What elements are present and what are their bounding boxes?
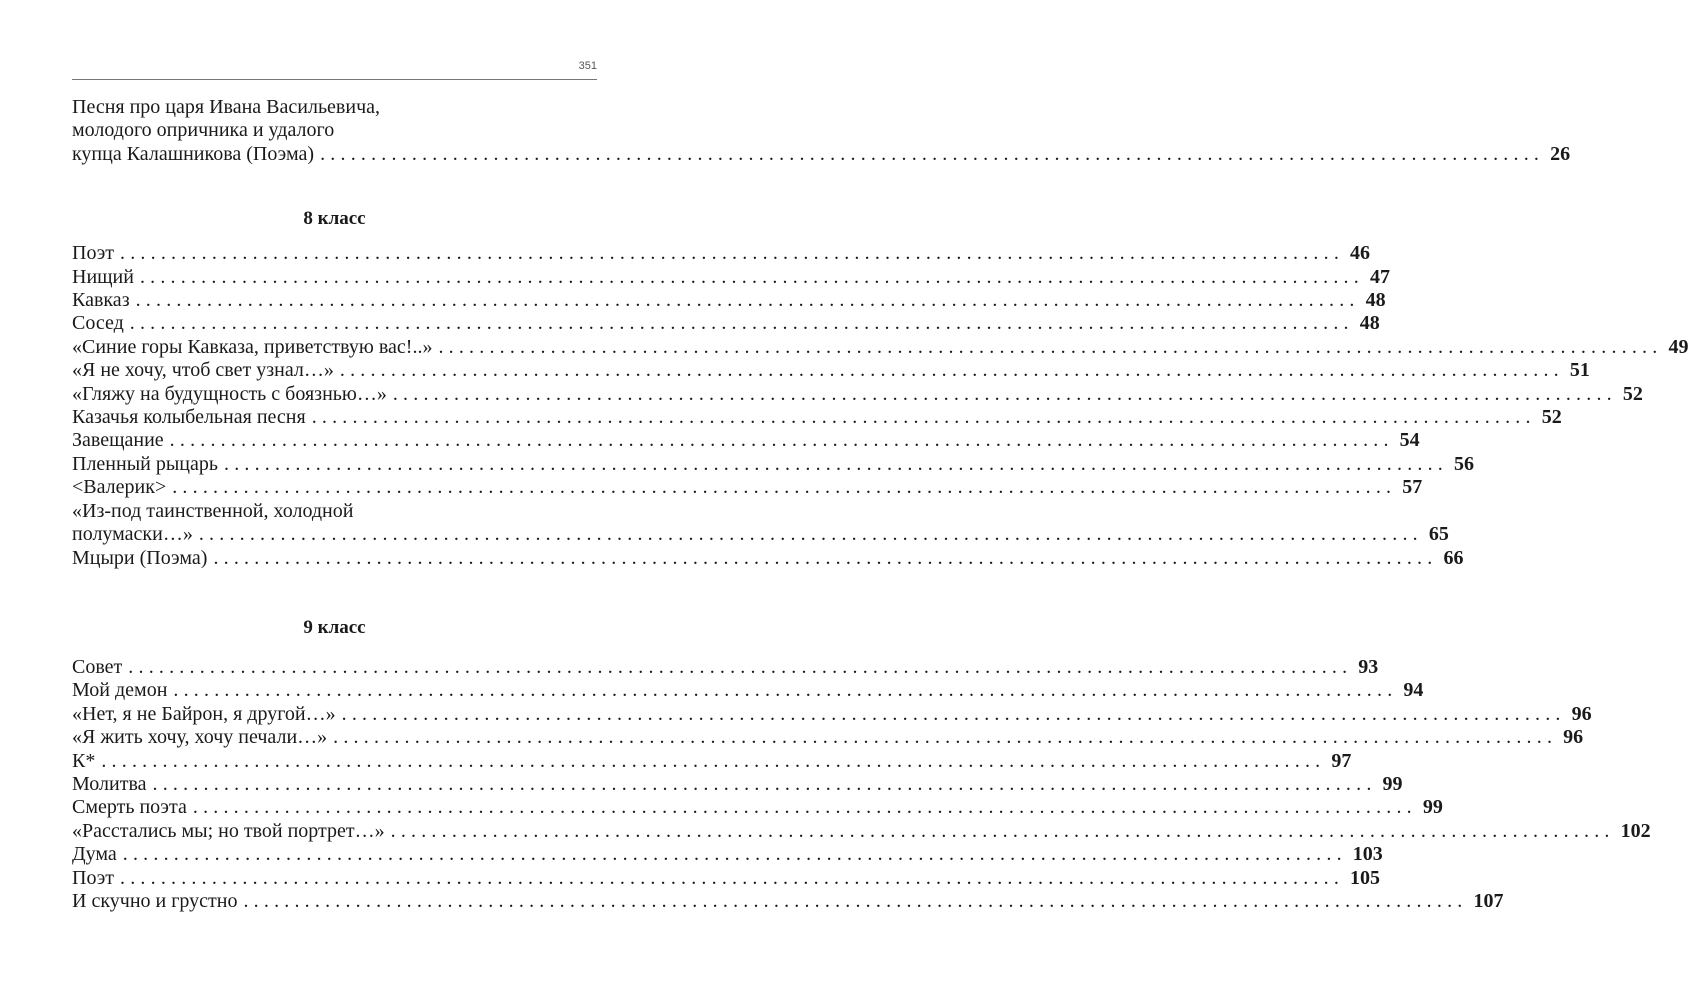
toc-entry-page: 96 xyxy=(1563,726,1584,749)
dot-leader: ........................................................................................................................ xyxy=(213,546,1438,569)
page-number: 351 xyxy=(578,60,597,72)
dot-leader: ........................................................................................................................ xyxy=(152,772,1377,795)
toc-entry xyxy=(72,655,1379,679)
dot-leader: ........................................................................................................................ xyxy=(438,335,1663,358)
toc-entry-title: <Валерик> xyxy=(72,476,167,499)
toc-entry xyxy=(72,796,1443,819)
section-heading-9: 9 класс xyxy=(303,616,366,638)
toc-entry-title-line: молодого опричника и удалого xyxy=(72,119,335,142)
toc-entry xyxy=(72,429,1420,452)
toc-entry-page: 56 xyxy=(1454,452,1474,475)
toc-entry-title: «Синие горы Кавказа, приветствую вас!..» xyxy=(72,335,433,358)
toc-entry-page: 105 xyxy=(1350,866,1381,889)
dot-leader: ........................................................................................................................ xyxy=(122,843,1347,866)
table-of-contents xyxy=(72,96,1688,913)
toc-entry-title: К* xyxy=(72,749,96,772)
dot-leader: ........................................................................................................................ xyxy=(311,406,1536,429)
toc-entry-title: Мой демон xyxy=(72,679,168,702)
toc-entry-title: Мцыри (Поэма) xyxy=(72,546,208,569)
toc-entry-title: Совет xyxy=(72,655,123,678)
toc-entry-title: купца Калашникова (Поэма) xyxy=(72,142,315,165)
toc-entry-title: Завещание xyxy=(72,429,164,452)
toc-entry-page: 102 xyxy=(1620,819,1651,842)
toc-entry-page: 52 xyxy=(1541,406,1562,429)
dot-leader: ........................................................................................................................ xyxy=(128,655,1353,678)
toc-entry-title: Кавказ xyxy=(72,289,130,312)
toc-entry-page: 52 xyxy=(1622,382,1643,405)
toc-entry xyxy=(72,335,1688,359)
section-heading-8: 8 класс xyxy=(303,208,366,230)
toc-entry xyxy=(72,312,1380,335)
toc-entry xyxy=(72,359,1590,382)
toc-entry-title: Поэт xyxy=(72,866,115,889)
toc-entry xyxy=(72,772,1403,796)
toc-entry-page: 93 xyxy=(1358,655,1379,678)
dot-leader: ........................................................................................................................ xyxy=(120,242,1345,265)
toc-entry xyxy=(72,749,1352,773)
toc-entry-multiline xyxy=(72,499,1449,547)
toc-entry-page: 94 xyxy=(1403,679,1424,702)
header-rule xyxy=(72,79,597,80)
dot-leader: ........................................................................................................................ xyxy=(173,679,1398,702)
toc-entry-title: «Нет, я не Байрон, я другой…» xyxy=(72,702,336,725)
toc-entry-title: Нищий xyxy=(72,265,134,288)
dot-leader: ........................................................................................................................ xyxy=(320,142,1545,165)
dot-leader: ........................................................................................................................ xyxy=(198,523,1423,546)
toc-entry-title: Казачья колыбельная песня xyxy=(72,406,306,429)
toc-entry xyxy=(72,679,1424,702)
toc-entry xyxy=(72,819,1651,843)
toc-entry xyxy=(72,406,1562,429)
toc-entry-intro xyxy=(72,96,1571,166)
toc-entry xyxy=(72,889,1504,913)
dot-leader: ........................................................................................................................ xyxy=(120,866,1345,889)
toc-entry xyxy=(72,476,1423,499)
toc-entry-title: полумаски…» xyxy=(72,523,193,546)
dot-leader: ........................................................................................................................ xyxy=(135,289,1360,312)
toc-entry xyxy=(72,382,1643,406)
toc-entry-title: Молитва xyxy=(72,772,147,795)
toc-entry-page: 57 xyxy=(1402,476,1423,499)
toc-entry-title: И скучно и грустно xyxy=(72,889,238,912)
toc-entry-page: 46 xyxy=(1350,242,1371,265)
dot-leader: ........................................................................................................................ xyxy=(333,726,1558,749)
toc-entry-title: Пленный рыцарь xyxy=(72,452,218,475)
toc-entry xyxy=(72,843,1383,866)
toc-entry-title: «Расстались мы; но твой портрет…» xyxy=(72,819,385,842)
toc-entry-page: 26 xyxy=(1550,142,1571,165)
toc-entry-title-line: «Из-под таинственной, холодной xyxy=(72,499,354,522)
toc-entry-title: «Я жить хочу, хочу печали…» xyxy=(72,726,328,749)
dot-leader: ........................................................................................................................ xyxy=(390,819,1615,842)
dot-leader: ........................................................................................................................ xyxy=(392,382,1617,405)
dot-leader: ........................................................................................................................ xyxy=(224,452,1448,475)
toc-entry xyxy=(72,289,1386,312)
toc-entry-page: 47 xyxy=(1369,265,1390,288)
dot-leader: ........................................................................................................................ xyxy=(243,889,1468,912)
toc-entry-title: Смерть поэта xyxy=(72,796,187,819)
toc-entry-page: 48 xyxy=(1365,289,1386,312)
toc-entry-page: 48 xyxy=(1359,312,1380,335)
toc-entry-page: 66 xyxy=(1443,546,1464,569)
toc-entry-title-line: Песня про царя Ивана Васильевича, xyxy=(72,96,381,118)
toc-entry xyxy=(72,546,1464,570)
toc-entry xyxy=(72,452,1474,476)
toc-entry xyxy=(72,242,1371,265)
toc-entry-title: «Гляжу на будущность с боязнью…» xyxy=(72,382,387,405)
toc-entry-page: 65 xyxy=(1428,523,1449,546)
section-8-list xyxy=(72,242,1688,570)
dot-leader: ........................................................................................................................ xyxy=(341,702,1566,725)
toc-entry-page: 97 xyxy=(1331,749,1352,772)
toc-entry-title: Поэт xyxy=(72,242,115,265)
dot-leader: ........................................................................................................................ xyxy=(169,429,1394,452)
dot-leader: ........................................................................................................................ xyxy=(139,265,1364,288)
toc-entry xyxy=(72,265,1390,289)
dot-leader: ........................................................................................................................ xyxy=(172,476,1397,499)
toc-entry-page: 54 xyxy=(1399,429,1420,452)
toc-entry-page: 49 xyxy=(1668,335,1688,358)
toc-entry-title: Дума xyxy=(72,843,117,866)
toc-entry xyxy=(72,726,1584,749)
toc-entry-page: 51 xyxy=(1569,359,1590,382)
toc-entry-page: 96 xyxy=(1571,702,1592,725)
dot-leader: ........................................................................................................................ xyxy=(339,359,1564,382)
dot-leader: ........................................................................................................................ xyxy=(192,796,1417,819)
toc-entry xyxy=(72,702,1592,726)
toc-entry-page: 107 xyxy=(1473,889,1504,912)
toc-entry-page: 99 xyxy=(1382,772,1403,795)
toc-entry-title: Сосед xyxy=(72,312,124,335)
toc-entry-page: 103 xyxy=(1352,843,1383,866)
toc-entry-title: «Я не хочу, чтоб свет узнал…» xyxy=(72,359,334,382)
toc-entry-page: 99 xyxy=(1422,796,1443,819)
toc-entry xyxy=(72,866,1381,890)
section-9-list xyxy=(72,655,1651,913)
dot-leader: ........................................................................................................................ xyxy=(101,749,1326,772)
dot-leader: ........................................................................................................................ xyxy=(129,312,1354,335)
